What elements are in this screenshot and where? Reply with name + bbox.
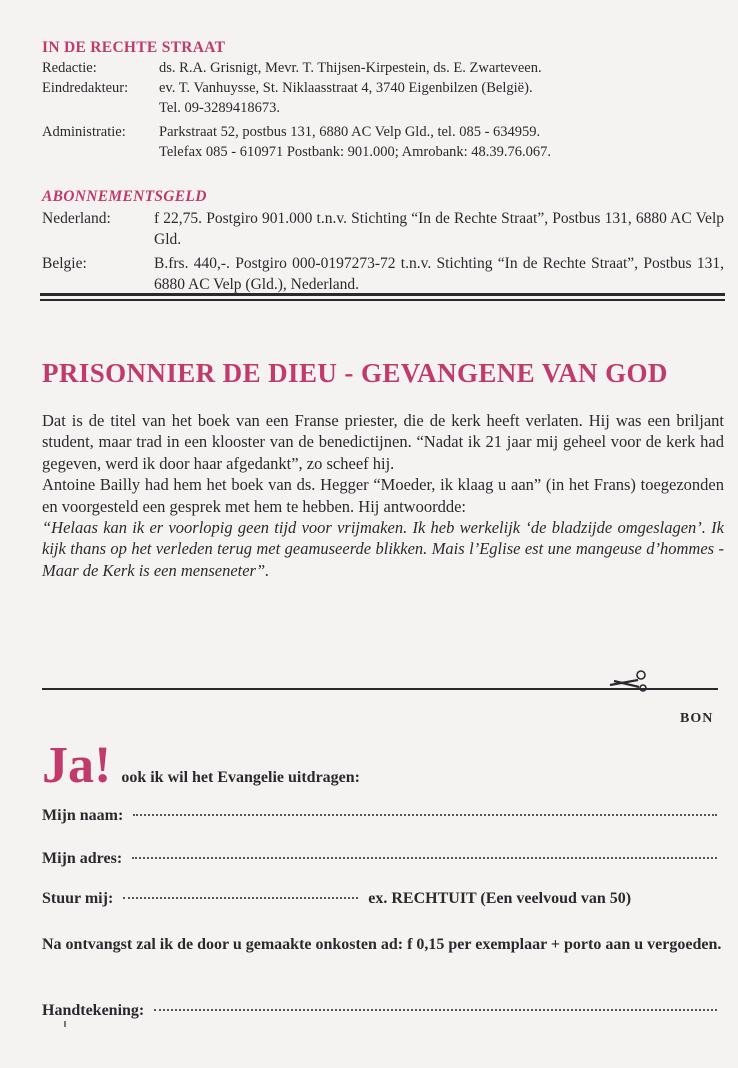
subscription-row-nederland: [42, 208, 724, 250]
scissors-icon: [608, 666, 650, 696]
colophon-value: [159, 78, 722, 118]
colophon-value: [159, 122, 722, 162]
colophon-label: Redactie:: [42, 60, 97, 76]
address-input-line[interactable]: [132, 857, 717, 859]
ink-mark: [64, 1021, 66, 1027]
subscription-section: [42, 186, 724, 295]
signature-input-line[interactable]: [154, 1009, 717, 1011]
article-paragraph: [42, 474, 724, 581]
signature-field[interactable]: [42, 1002, 717, 1020]
subscription-label: Nederland:: [42, 210, 111, 227]
double-rule-bottom: [40, 299, 725, 301]
signature-label: Handtekening:: [42, 1002, 145, 1019]
article-quote: “Helaas kan ik er voorlopig geen tijd voor vrijmaken. Ik heb werkelijk ‘de bladzijde omgeslagen’. Ik kijk thans op het verleden terug met geamuseerde blikken. Mais l’Eglise est une mangeuse d’hommes - Maar de Kerk is een menseneter”.: [42, 518, 724, 580]
quantity-input-line[interactable]: [123, 897, 358, 899]
article-body: [42, 410, 724, 581]
colophon-label: Eindredakteur:: [42, 80, 129, 96]
article-intro: Antoine Bailly had hem het boek van ds. Hegger “Moeder, ik klaag u aan” (in het Frans) toegezonden en voorgesteld een gesprek met hem te hebben. Hij antwoordde:: [42, 475, 724, 516]
colophon-row-administratie: [42, 122, 722, 162]
colophon: [42, 38, 722, 162]
colophon-row-redactie: [42, 58, 722, 78]
subscription-row-belgie: [42, 253, 724, 295]
ja-text: ook ik wil het Evangelie uitdragen:: [121, 769, 361, 786]
name-label: Mijn naam:: [42, 807, 124, 824]
double-rule-top: [40, 293, 725, 296]
subscription-value: B.frs. 440,-. Postgiro 000-0197273-72 t.n.v. Stichting “In de Rechte Straat”, Postbus 131, 6880 AC Velp (Gld.), Nederland.: [154, 255, 724, 293]
article-headline: PRISONNIER DE DIEU - GEVANGENE VAN GOD: [42, 358, 668, 388]
payment-note: Na ontvangst zal ik de door u gemaakte onkosten ad: f 0,15 per exemplaar + porto aan u vergoeden.: [42, 936, 722, 953]
address-field[interactable]: [42, 850, 717, 868]
quantity-suffix: ex. RECHTUIT (Een veelvoud van 50): [368, 890, 632, 907]
address-label: Mijn adres:: [42, 850, 123, 867]
ja-line: [42, 737, 722, 794]
colophon-line: ev. T. Vanhuysse, St. Niklaasstraat 4, 3740 Eigenbilzen (België).: [159, 80, 533, 96]
subscription-value: f 22,75. Postgiro 901.000 t.n.v. Stichting “In de Rechte Straat”, Postbus 131, 6880 AC Velp Gld.: [154, 210, 724, 248]
name-field[interactable]: [42, 807, 717, 825]
colophon-label: Administratie:: [42, 124, 126, 140]
article-paragraph: Dat is de titel van het boek van een Franse priester, die de kerk heeft verlaten. Hij was een briljant student, maar trad in een klooster van de benedictijnen. “Nadat ik 21 jaar mij geheel voor de kerk had gegeven, werd ik door haar afgedankt”, zo scheef hij.: [42, 411, 724, 473]
subscription-title: ABONNEMENTSGELD: [42, 188, 207, 205]
subscription-label: Belgie:: [42, 255, 87, 272]
quantity-label: Stuur mij:: [42, 890, 114, 907]
colophon-row-eindredakteur: [42, 78, 722, 118]
quantity-field[interactable]: [42, 890, 717, 908]
order-form: [42, 737, 722, 1019]
colophon-title: IN DE RECHTE STRAAT: [42, 39, 226, 56]
colophon-line: Telefax 085 - 610971 Postbank: 901.000; Amrobank: 48.39.76.067.: [159, 144, 552, 160]
colophon-value: ds. R.A. Grisnigt, Mevr. T. Thijsen-Kirpestein, ds. E. Zwarteveen.: [159, 60, 542, 76]
name-input-line[interactable]: [133, 814, 717, 816]
colophon-line: Parkstraat 52, postbus 131, 6880 AC Velp Gld., tel. 085 - 634959.: [159, 124, 541, 140]
ja-heading: Ja!: [42, 737, 112, 794]
colophon-line: Tel. 09-3289418673.: [159, 100, 281, 116]
bon-label: BON: [680, 711, 714, 726]
